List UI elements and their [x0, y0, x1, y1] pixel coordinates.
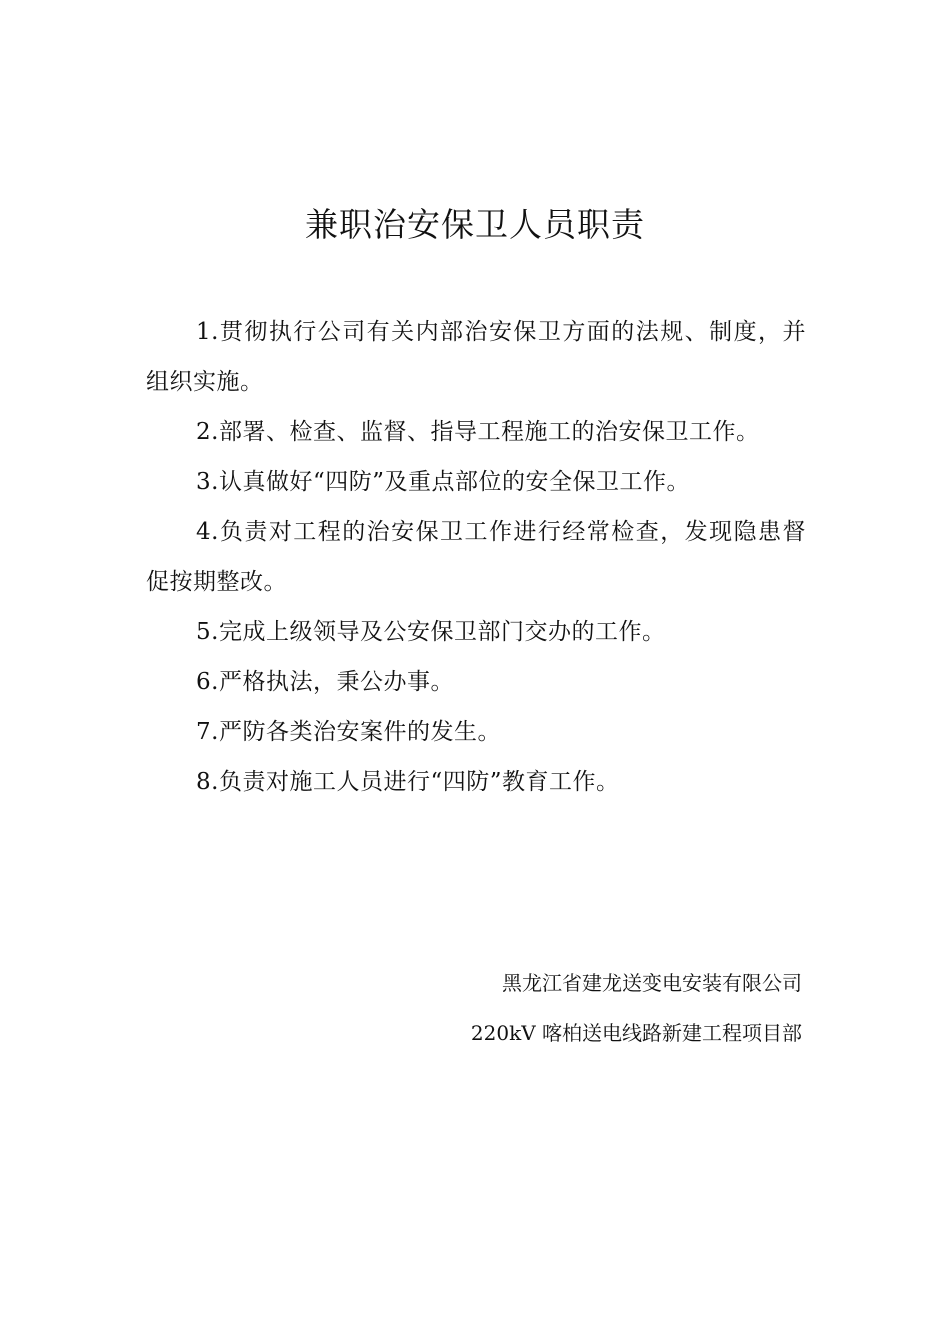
duty-item-7: 7.严防各类治安案件的发生。 [196, 719, 501, 745]
duty-item-8: 8.负责对施工人员进行“四防”教育工作。 [196, 769, 620, 795]
duty-item-4: 4.负责对工程的治安保卫工作进行经常检查，发现隐患督促按期整改。 [146, 519, 806, 595]
company-name: 黑龙江省建龙送变电安装有限公司 [502, 971, 802, 995]
duty-list [146, 307, 806, 807]
duty-item-2: 2.部署、检查、监督、指导工程施工的治安保卫工作。 [196, 419, 760, 445]
project-department: 220kV 喀柏送电线路新建工程项目部 [470, 1021, 802, 1045]
organization-signature [471, 958, 802, 1058]
duty-item-1: 1.贯彻执行公司有关内部治安保卫方面的法规、制度，并组织实施。 [146, 319, 806, 395]
duty-item-5: 5.完成上级领导及公安保卫部门交办的工作。 [196, 619, 666, 645]
duty-item-3: 3.认真做好“四防”及重点部位的安全保卫工作。 [196, 469, 690, 495]
duty-item-6: 6.严格执法，秉公办事。 [196, 669, 454, 695]
document-title: 兼职治安保卫人员职责 [305, 205, 645, 244]
